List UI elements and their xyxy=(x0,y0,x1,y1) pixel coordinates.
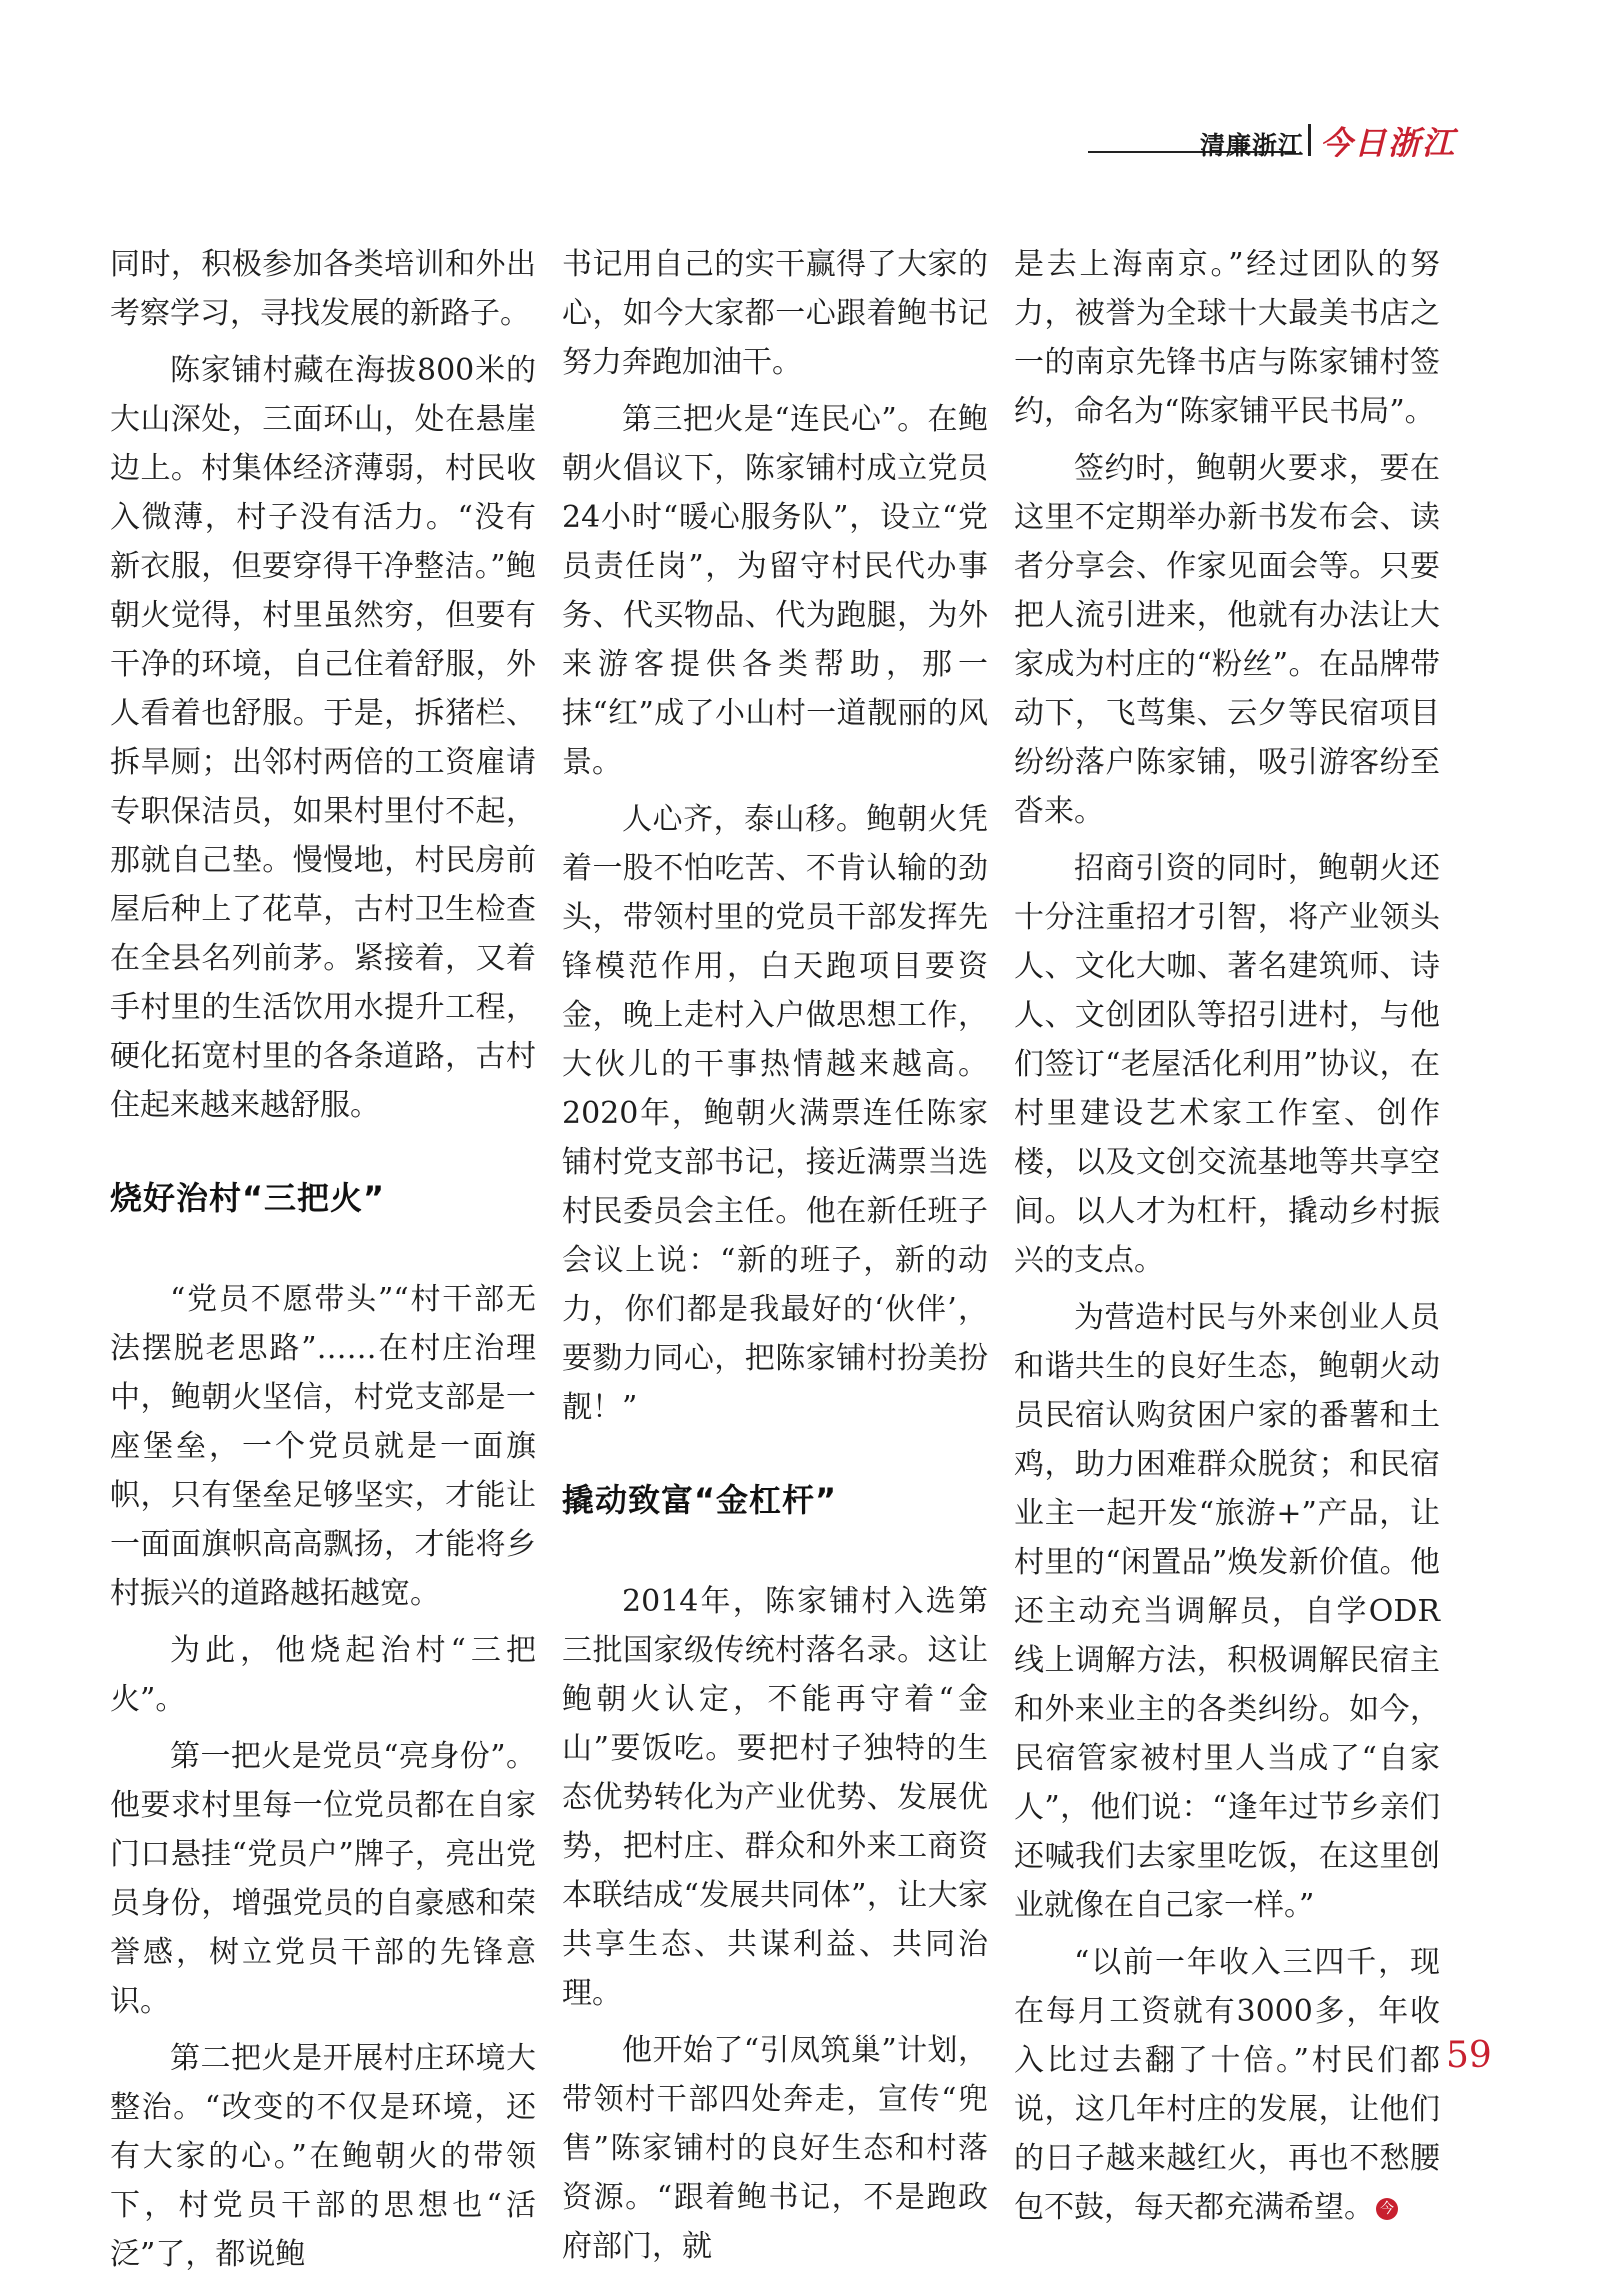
header-divider xyxy=(1308,124,1311,156)
paragraph-final xyxy=(1014,1938,1440,2232)
paragraph: 第一把火是党员“亮身份”。他要求村里每一位党员都在自家门口悬挂“党员户”牌子，亮出党员身份，增强党员的自豪感和荣誉感，树立党员干部的先锋意识。 xyxy=(110,1739,536,2019)
paragraph: 是去上海南京。”经过团队的努力，被誉为全球十大最美书店之一的南京先锋书店与陈家铺村签约，命名为“陈家铺平民书局”。 xyxy=(1014,247,1440,429)
paragraph: 人心齐，泰山移。鲍朝火凭着一股不怕吃苦、不肯认输的劲头，带领村里的党员干部发挥先锋模范作用，白天跑项目要资金，晚上走村入户做思想工作，大伙儿的干事热情越来越高。2020年，鲍朝火满票连任陈家铺村党支部书记，接近满票当选村民委员会主任。他在新任班子会议上说：“新的班子，新的动力，你们都是我最好的‘伙伴’，要勠力同心，把陈家铺村扮美扮靓！” xyxy=(562,802,988,1425)
paragraph: 书记用自己的实干赢得了大家的心，如今大家都一心跟着鲍书记努力奔跑加油干。 xyxy=(562,247,988,380)
paragraph: 签约时，鲍朝火要求，要在这里不定期举办新书发布会、读者分享会、作家见面会等。只要把人流引进来，他就有办法让大家成为村庄的“粉丝”。在品牌带动下，飞茑集、云夕等民宿项目纷纷落户陈家铺，吸引游客纷至沓来。 xyxy=(1014,451,1440,829)
paragraph: 为此，他烧起治村“三把火”。 xyxy=(110,1633,536,1717)
paragraph: 为营造村民与外来创业人员和谐共生的良好生态，鲍朝火动员民宿认购贫困户家的番薯和土鸡，助力困难群众脱贫；和民宿业主一起开发“旅游+”产品，让村里的“闲置品”焕发新价值。他还主动充当调解员，自学ODR线上调解方法，积极调解民宿主和外来业主的各类纠纷。如今，民宿管家被村里人当成了“自家人”，他们说：“逢年过节乡亲们还喊我们去家里吃饭，在这里创业就像在自己家一样。” xyxy=(1014,1300,1440,1923)
paragraph: 招商引资的同时，鲍朝火还十分注重招才引智，将产业领头人、文化大咖、著名建筑师、诗人、文创团队等招引进村，与他们签订“老屋活化利用”协议，在村里建设艺术家工作室、创作楼，以及文创交流基地等共享空间。以人才为杠杆，撬动乡村振兴的支点。 xyxy=(1014,851,1440,1278)
paragraph: “党员不愿带头”“村干部无法摆脱老思路”……在村庄治理中，鲍朝火坚信，村党支部是一座堡垒，一个党员就是一面旗帜，只有堡垒足够坚实，才能让一面面旗帜高高飘扬，才能将乡村振兴的道路越拓越宽。 xyxy=(110,1282,536,1611)
paragraph-text: “以前一年收入三四千，现在每月工资就有3000多，年收入比过去翻了十倍。”村民们都说，这几年村庄的发展，让他们的日子越来越红火，再也不愁腰包不鼓，每天都充满希望。 xyxy=(1014,1945,1440,2225)
paragraph: 他开始了“引凤筑巢”计划，带领村干部四处奔走，宣传“兜售”陈家铺村的良好生态和村落资源。“跟着鲍书记，不是跑政府部门，就 xyxy=(562,2033,988,2264)
paragraph: 同时，积极参加各类培训和外出考察学习，寻找发展的新路子。 xyxy=(110,247,536,331)
article-column-2 xyxy=(562,240,988,2279)
paragraph: 第二把火是开展村庄环境大整治。“改变的不仅是环境，还有大家的心。”在鲍朝火的带领下，村党员干部的思想也“活泛”了，都说鲍 xyxy=(110,2041,536,2272)
article-column-3 xyxy=(1014,240,1440,2240)
end-mark-icon: 今 xyxy=(1376,2198,1398,2220)
paragraph: 第三把火是“连民心”。在鲍朝火倡议下，陈家铺村成立党员24小时“暖心服务队”，设立“党员责任岗”，为留守村民代办事务、代买物品、代为跑腿，为外来游客提供各类帮助，那一抹“红”成了小山村一道靓丽的风景。 xyxy=(562,402,988,780)
magazine-logo: 今日浙江 xyxy=(1320,124,1457,162)
article-column-1 xyxy=(110,240,536,2287)
paragraph: 2014年，陈家铺村入选第三批国家级传统村落名录。这让鲍朝火认定，不能再守着“金山”要饭吃。要把村子独特的生态优势转化为产业优势、发展优势，把村庄、群众和外来工商资本联结成“发展共同体”，让大家共享生态、共谋利益、共同治理。 xyxy=(562,1584,988,2011)
page-number: 59 xyxy=(1446,2035,1492,2076)
section-heading-golden-lever: 撬动致富“金杠杆” xyxy=(562,1481,838,1519)
section-heading-three-fires: 烧好治村“三把火” xyxy=(110,1179,386,1217)
section-title: 清廉浙江 xyxy=(1200,131,1305,160)
paragraph: 陈家铺村藏在海拔800米的大山深处，三面环山，处在悬崖边上。村集体经济薄弱，村民收入微薄，村子没有活力。“没有新衣服，但要穿得干净整洁。”鲍朝火觉得，村里虽然穷，但要有干净的环境，自己住着舒服，外人看着也舒服。于是，拆猪栏、拆旱厕；出邻村两倍的工资雇请专职保洁员，如果村里付不起，那就自己垫。慢慢地，村民房前屋后种上了花草，古村卫生检查在全县名列前茅。紧接着，又着手村里的生活饮用水提升工程，硬化拓宽村里的各条道路，古村住起来越来越舒服。 xyxy=(110,353,536,1123)
